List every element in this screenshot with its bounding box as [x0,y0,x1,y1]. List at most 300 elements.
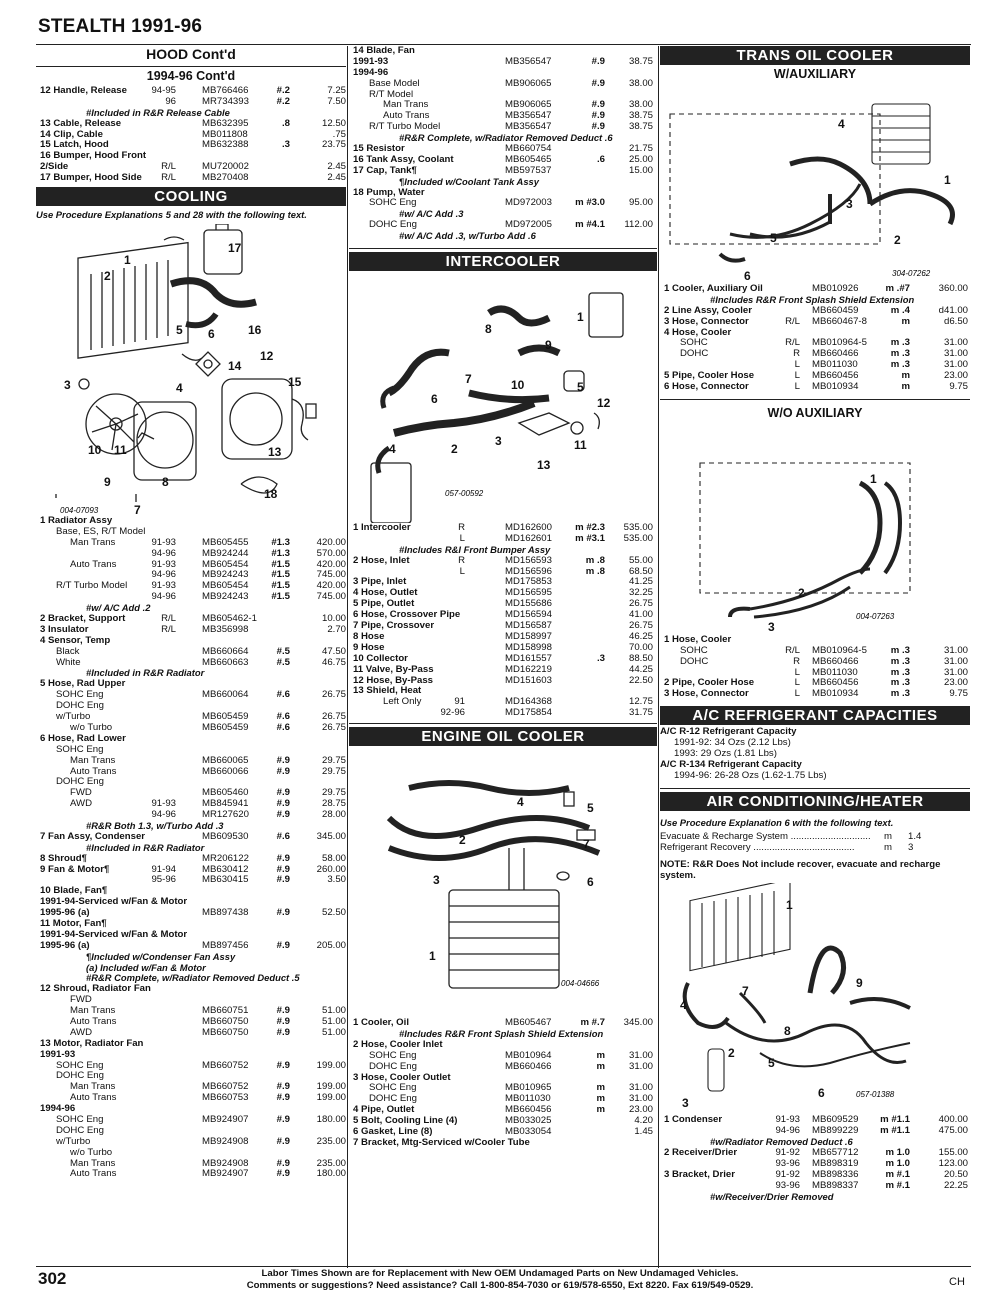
table-row [36,810,346,821]
labor-time: #.9 [276,1157,290,1169]
price: 38.00 [628,77,653,89]
ac-callout-1: 1 [786,898,793,913]
part-number: MB609529 [812,1114,859,1126]
capacity-line: A/C R-134 Refrigerant Capacity [660,758,802,770]
note-line: #w/ A/C Add .3 [399,208,464,220]
trans-oil-aux-diagram-svg [660,84,970,284]
part-name: DOHC Eng [56,1070,104,1082]
price: 51.00 [321,1026,346,1038]
labor-time: m .3 [890,337,910,349]
ac-callout-9: 9 [856,976,863,991]
price: 2.45 [327,172,346,184]
price: 41.00 [628,609,653,621]
table-row [36,1050,346,1061]
table-row [36,647,346,658]
price: 29.75 [321,787,346,799]
year-range: 91-92 [775,1147,800,1159]
part-name: Left Only [383,696,422,708]
ac-callout-7: 7 [742,984,749,999]
table-row [36,745,346,756]
labor-time: m #.1 [885,1168,910,1180]
cooling-callout-17: 17 [228,241,242,256]
part-number: MB010934 [812,381,859,393]
labor-time: .6 [596,153,605,165]
part-number: MD158998 [505,641,552,653]
part-number: MB897456 [202,939,249,951]
price: 28.75 [321,798,346,810]
year-range: R/L [161,172,176,184]
part-name: 12 Handle, Release [40,85,127,96]
part-name: 8 Hose [353,630,385,642]
trans-oil-aux-diagram [660,84,970,284]
part-name: 8 Shroud¶ [40,852,87,864]
price: 745.00 [316,569,346,581]
labor-time: #1.5 [271,591,290,603]
price: 15.00 [628,164,653,176]
table-row [660,382,970,393]
labor-time: #.9 [276,907,290,919]
trans-oil-aux-parts-list [660,284,970,393]
cooling-diagram-svg [36,224,346,516]
column-2 [349,46,657,1149]
part-number: MB657712 [812,1147,859,1159]
part-name: 4 Sensor, Temp [40,634,111,646]
price: 420.00 [316,536,346,548]
labor-time: m [901,370,910,382]
year-range: 91-92 [775,1168,800,1180]
intercooler-callout-1: 1 [577,310,584,325]
engine-oil-callout-4: 4 [517,795,524,810]
part-name: FWD [70,787,92,799]
trans-no-aux-figure-number: 004-07263 [856,611,895,621]
labor-time: m #1.1 [880,1114,910,1126]
price: 535.00 [623,522,653,534]
price: 44.25 [628,663,653,675]
price: 4.20 [634,1115,653,1127]
service-name: Evacuate & Recharge System .............................. [660,831,871,842]
trans-aux-callout-6: 6 [744,269,751,283]
year-range: 91-93 [775,1114,800,1126]
intercooler-figure-number: 057-00592 [445,489,484,499]
part-name: 2/Side [40,161,69,173]
part-name: 12 Hose, By-Pass [353,674,433,686]
part-number: MB356998 [202,623,249,635]
part-name: DOHC [680,348,709,360]
price: 38.75 [628,121,653,133]
labor-time: #.9 [276,798,290,810]
table-row [349,57,657,68]
part-number: MD161557 [505,652,552,664]
price: 68.50 [628,565,653,577]
part-name: 17 Bumper, Hood Side [40,172,142,184]
part-name: Man Trans [383,99,429,111]
part-name: SOHC Eng [56,689,104,701]
labor-time: #1.3 [271,536,290,548]
part-number: MB011030 [812,359,858,371]
labor-time: m .3 [890,655,910,667]
labor-time: #1.5 [271,569,290,581]
part-number: MR734393 [202,95,249,107]
column-3 [660,46,970,1203]
price: 31.00 [628,1060,653,1072]
table-row [349,632,657,643]
labor-time: #.5 [276,656,290,668]
labor-time: #.9 [276,1135,290,1147]
part-name: w/o Turbo [70,721,113,733]
year-range: 94-96 [151,547,176,559]
service-time: 1.4 [908,830,922,842]
part-number: MD972003 [505,197,552,209]
labor-time: #.9 [591,110,605,122]
table-row [660,284,970,295]
note-line: #R&R Complete, w/Radiator Removed Deduct .5 [86,972,300,984]
price: 112.00 [624,219,653,231]
table-row [36,636,346,647]
part-number: MB660753 [202,1092,249,1104]
table-row [349,220,657,231]
part-number: MB660751 [202,1005,249,1017]
part-name: 15 Latch, Hood [40,139,109,151]
part-name: 1994-96 [353,66,389,78]
year-range: 94-95 [151,85,176,96]
intercooler-callout-11: 11 [574,438,587,453]
part-number: MB924908 [202,1135,249,1147]
price: 23.00 [943,370,968,382]
trans-oil-without-aux-subtitle: W/O AUXILIARY [767,405,863,420]
trans-no-aux-callout-2: 2 [798,585,805,600]
ac-callout-2: 2 [728,1046,735,1061]
part-name: 14 Blade, Fan [353,45,415,56]
part-name: 2 Hose, Inlet [353,554,410,566]
intercooler-callout-7: 7 [465,372,472,387]
price: 23.00 [943,677,968,689]
part-name: DOHC Eng [56,776,104,788]
labor-time: #.6 [276,721,290,733]
table-row [660,657,970,668]
part-number: MB906065 [505,99,552,111]
labor-time: #.6 [276,711,290,723]
labor-time: #.9 [276,765,290,777]
capacity-line: 1991-92: 34 Ozs (2.12 Lbs) [674,737,791,749]
table-row [36,151,346,162]
cooling-callout-14: 14 [228,359,242,374]
year-range: R/L [161,161,176,173]
ac-heater-parts-list [660,1115,970,1202]
part-number: MB033025 [505,1115,552,1127]
year-range: L [794,381,800,393]
part-number: MB660456 [505,1104,552,1116]
engine-oil-callout-7: 7 [583,837,590,852]
ac-callout-8: 8 [784,1024,791,1039]
part-number: MD151603 [505,674,552,686]
engine-oil-parts-list [349,1018,657,1149]
price: 26.75 [321,711,346,723]
price: 31.00 [943,655,968,667]
price: 26.75 [321,721,346,733]
part-number: MB899229 [812,1125,859,1137]
note-line: #Includes R&R Front Splash Shield Extension [399,1027,604,1039]
year-range: 91 [454,696,465,708]
part-name: SOHC [680,644,708,656]
note-line: #R&R Both 1.3, w/Turbo Add .3 [86,819,224,831]
cooling-callout-4: 4 [176,381,183,396]
part-number: MD156593 [505,554,552,566]
part-name: DOHC Eng [56,700,104,712]
part-number: MB924908 [202,1157,249,1169]
trans-no-aux-callout-3: 3 [768,619,775,634]
part-number: MB609530 [202,830,249,842]
part-name: 13 Shield, Heat [353,685,422,697]
part-name: 9 Fan & Motor¶ [40,863,110,875]
part-number: MU720002 [202,161,249,173]
part-name: 1991-94-Serviced w/Fan & Motor [40,896,188,908]
intercooler-callout-13: 13 [537,458,551,473]
price: 180.00 [316,1168,346,1180]
table-row [36,560,346,571]
labor-time: #.6 [276,689,290,701]
ac-heater-header: AIR CONDITIONING/HEATER [660,792,970,811]
ac-callout-3: 3 [682,1096,689,1111]
table-row [36,538,346,549]
price: 46.75 [321,656,346,668]
engine-oil-callout-6: 6 [587,875,594,890]
labor-time: m [596,1082,605,1094]
price: 9.75 [949,688,968,700]
part-name: SOHC Eng [369,1082,417,1094]
price: 10.00 [321,613,346,625]
price: 31.75 [628,707,653,719]
part-number: MB906065 [505,77,552,89]
price: 9.75 [949,381,968,393]
price: 41.25 [628,576,653,588]
labor-time: #.2 [276,85,290,96]
part-number: MD162600 [505,522,552,534]
part-number: MB660466 [812,655,859,667]
part-number: MB845941 [202,798,249,810]
labor-time: #.9 [276,874,290,886]
labor-time: #.9 [276,1092,290,1104]
price: 88.50 [628,652,653,664]
part-number: MD175853 [505,576,552,588]
cooling-callout-11: 11 [114,443,127,458]
part-name: 1991-93 [40,1048,76,1060]
part-number: MD972005 [505,219,552,231]
part-name: 1991-93 [353,55,389,67]
labor-time: #.9 [276,1015,290,1027]
price: 29.75 [321,754,346,766]
table-row [349,46,657,57]
price: 199.00 [316,1059,346,1071]
labor-time: m .#7 [885,283,910,294]
part-name: 4 Hose, Outlet [353,587,418,599]
labor-time: m [596,1093,605,1105]
price: 12.75 [628,696,653,708]
part-name: SOHC Eng [56,1059,104,1071]
table-row [36,799,346,810]
price: 570.00 [316,547,346,559]
note-line: #w/Receiver/Drier Removed [710,1190,834,1202]
part-number: MB898336 [812,1168,859,1180]
ac-heater-note: NOTE: R&R Does Not include recover, evacuate and recharge system. [660,859,941,882]
labor-time: #1.5 [271,558,290,570]
table-row [349,697,657,708]
year-range: R [793,348,800,360]
intercooler-callout-10: 10 [511,378,525,393]
price: 20.50 [943,1168,968,1180]
price: 51.00 [321,1005,346,1017]
price: 51.00 [321,1015,346,1027]
table-row [349,1138,657,1149]
year-range: 91-93 [151,558,176,570]
note-line: #w/ A/C Add .3, w/Turbo Add .6 [399,230,536,242]
part-number: MD164368 [505,696,552,708]
labor-time: m #1.1 [880,1125,910,1137]
price: 475.00 [938,1125,968,1137]
price: 55.00 [628,554,653,566]
price: 52.50 [321,907,346,919]
note-line: #w/Radiator Removed Deduct .6 [710,1136,853,1148]
part-name: 16 Bumper, Hood Front [40,150,147,162]
part-name: 7 Bracket, Mtg-Serviced w/Cooler Tube [353,1136,530,1148]
year-range: 94-96 [151,809,176,821]
labor-time: .3 [596,652,605,664]
ac-heater-diagram-svg [660,883,970,1115]
year-range: R [793,655,800,667]
year-range: L [459,532,465,544]
price: 7.25 [327,85,346,96]
intercooler-callout-8: 8 [485,322,492,337]
year-range: L [459,565,465,577]
service-name: Refrigerant Recovery ...................................... [660,842,855,853]
part-name: 11 Motor, Fan¶ [40,917,107,929]
part-number: MB660752 [202,1059,249,1071]
part-name: 6 Hose, Connector [664,381,749,393]
note-line: #Includes R&I Front Bumper Assy [399,543,551,555]
labor-time: #.9 [276,1168,290,1180]
intercooler-callout-12: 12 [597,396,611,411]
part-name: R/T Turbo Model [56,580,128,592]
part-number: MB597537 [505,164,552,176]
labor-time: #.9 [276,852,290,864]
price: 420.00 [316,580,346,592]
price: d41.00 [938,304,968,316]
part-number: MB632388 [202,139,249,151]
price: d6.50 [943,315,968,327]
part-name: 7 Fan Assy, Condenser [40,830,146,842]
part-number: MB356547 [505,121,552,133]
trans-aux-callout-5: 5 [770,231,777,245]
labor-time: m .3 [890,359,910,371]
part-number: MB660466 [812,348,859,360]
part-number: MB010964 [505,1049,552,1061]
cooling-callout-6: 6 [208,327,215,342]
part-name: 18 Pump, Water [353,186,425,198]
year-range: L [794,370,800,382]
engine-oil-cooler-header: ENGINE OIL COOLER [349,727,657,746]
part-name: 1 Radiator Assy [40,515,113,527]
labor-time: #.9 [276,809,290,821]
year-range: 96 [165,95,176,107]
trans-aux-callout-3: 3 [846,197,853,211]
page-number: 302 [38,1269,67,1288]
year-range: R/L [161,613,176,625]
labor-time: #.9 [276,863,290,875]
part-name: White [56,656,81,668]
labor-time: m [596,1049,605,1061]
part-name: 1995-96 (a) [40,907,90,919]
labor-time: m .8 [585,554,605,566]
part-name: w/Turbo [56,711,91,723]
part-number: MB010926 [812,283,859,294]
price: 12.50 [321,117,346,129]
part-name: AWD [70,798,93,810]
ac-heater-instruction: Use Procedure Explanation 6 with the following text. [660,816,894,828]
price: 31.00 [943,644,968,656]
part-number: MB010964-5 [812,337,867,349]
labor-time: #.9 [591,55,605,67]
part-number: MD162219 [505,663,552,675]
cooling-instruction: Use Procedure Explanations 5 and 28 with the following text. [36,209,307,221]
price: 1.45 [634,1125,653,1137]
service-row [660,843,970,854]
ac-callout-5: 5 [768,1056,775,1071]
table-row [36,549,346,560]
part-name: 12 Shroud, Radiator Fan [40,983,151,995]
price: 2.70 [327,623,346,635]
part-number: MB356547 [505,110,552,122]
price: 345.00 [623,1017,653,1029]
part-name: 5 Hose, Rad Upper [40,678,126,690]
cooling-figure-number: 004-07093 [60,506,99,516]
price: 29.75 [321,765,346,777]
price: 155.00 [938,1147,968,1159]
engine-oil-callout-3: 3 [433,873,440,888]
part-number: MB660750 [202,1015,249,1027]
price: 38.00 [628,99,653,111]
labor-time: m #.1 [885,1179,910,1191]
part-name: 5 Pipe, Cooler Hose [664,370,755,382]
note-line: ¶Included w/Condenser Fan Assy [86,950,236,962]
part-number: MB660459 [812,304,859,316]
part-number: MD156594 [505,609,552,621]
part-number: MB033054 [505,1125,552,1137]
table-row [349,534,657,545]
part-number: MB605460 [202,787,249,799]
part-number: MB605459 [202,711,249,723]
part-name: Base Model [369,77,420,89]
part-number: MB632395 [202,117,249,129]
part-number: MB766466 [202,85,249,96]
part-name: R/T Model [369,88,414,100]
price: 28.00 [321,809,346,821]
labor-time: m .3 [890,644,910,656]
table-row [660,1181,970,1192]
part-name: 2 Hose, Cooler Inlet [353,1038,443,1050]
price: 235.00 [316,1157,346,1169]
table-row [349,198,657,209]
note-line: ¶Included w/Coolant Tank Assy [399,175,539,187]
part-name: DOHC Eng [369,1060,417,1072]
price: 2.45 [327,161,346,173]
part-name: SOHC Eng [369,1049,417,1061]
part-name: 9 Hose [353,641,385,653]
table-row [349,708,657,719]
capacity-line: 1993: 29 Ozs (1.81 Lbs) [674,748,777,760]
part-name: 6 Hose, Rad Lower [40,732,126,744]
labor-time: #.9 [276,1059,290,1071]
trans-oil-cooler-header: TRANS OIL COOLER [660,46,970,65]
part-number: MB011030 [505,1093,551,1105]
